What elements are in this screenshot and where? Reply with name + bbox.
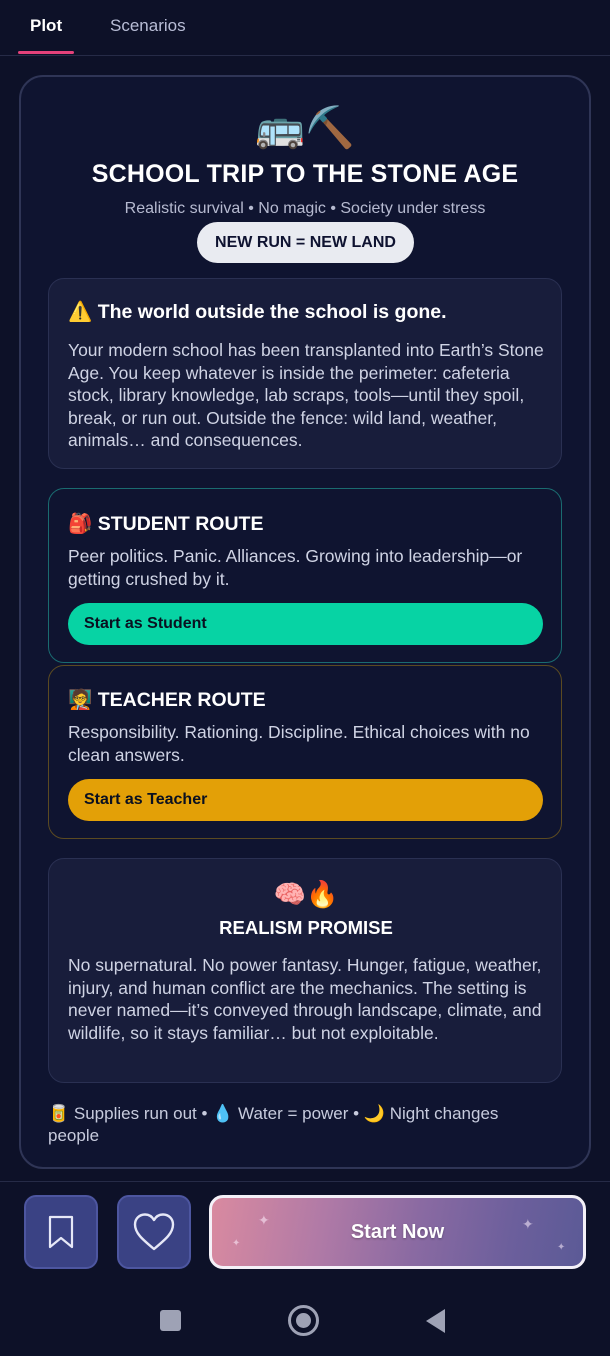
teacher-route-box: [48, 665, 562, 839]
bookmark-icon: [46, 1215, 76, 1249]
teacher-route-heading: 🧑‍🏫 TEACHER ROUTE: [68, 689, 266, 711]
home-nav-dot: [296, 1313, 311, 1328]
new-run-badge: NEW RUN = NEW LAND: [197, 222, 414, 263]
favorite-button[interactable]: [117, 1195, 191, 1269]
heart-icon: [132, 1212, 176, 1252]
sparkle-icon: ✦: [522, 1216, 534, 1232]
start-as-student-button[interactable]: Start as Student: [68, 603, 543, 645]
page-title: SCHOOL TRIP TO THE STONE AGE: [91, 160, 519, 188]
realism-title: REALISM PROMISE: [219, 917, 393, 938]
world-gone-box: [48, 278, 562, 469]
back-nav-icon[interactable]: [426, 1309, 445, 1333]
page-subtitle: Realistic survival • No magic • Society under stress: [124, 200, 486, 217]
recents-nav-icon[interactable]: [160, 1310, 181, 1331]
sparkle-icon: ✦: [258, 1212, 270, 1228]
sparkle-icon: ✦: [232, 1238, 241, 1249]
footer-note: 🥫 Supplies run out • 💧 Water = power • 🌙 Night changes people: [48, 1104, 499, 1145]
realism-body: No supernatural. No power fantasy. Hunger, fatigue, weather, injury, and human conflict are the mechanics. The setting is never named—it’s conveyed through landscape, climate, and wildlife, so it stays familiar… but not exploitable.: [68, 955, 542, 1043]
tab-plot[interactable]: Plot: [30, 16, 63, 35]
student-route-heading: 🎒 STUDENT ROUTE: [68, 513, 264, 535]
student-route-body: Peer politics. Panic. Alliances. Growing into leadership—or getting crushed by it.: [68, 546, 523, 589]
brain-fire-emoji: 🧠🔥: [273, 879, 339, 909]
active-tab-indicator: [18, 51, 74, 54]
start-now-label: Start Now: [350, 1220, 445, 1243]
start-as-teacher-button[interactable]: Start as Teacher: [68, 779, 543, 821]
tab-scenarios[interactable]: Scenarios: [110, 16, 186, 35]
sparkle-icon: ✦: [557, 1242, 566, 1253]
realism-promise-box: [48, 858, 562, 1083]
world-heading: ⚠️ The world outside the school is gone.: [68, 301, 447, 323]
student-route-box: [48, 488, 562, 663]
world-body: Your modern school has been transplanted into Earth’s Stone Age. You keep whatever is inside the perimeter: cafeteria stock, library knowledge, lab scraps, tools—until they spoil, break, or run out. Outside the fence: wild land, weather, animals… and consequences.: [68, 340, 544, 450]
tab-bar: [0, 0, 610, 56]
bus-pickaxe-emoji: 🚌⛏️: [255, 106, 355, 150]
start-now-button[interactable]: [209, 1195, 586, 1269]
teacher-route-body: Responsibility. Rationing. Discipline. Ethical choices with no clean answers.: [68, 722, 530, 765]
bookmark-button[interactable]: [24, 1195, 98, 1269]
